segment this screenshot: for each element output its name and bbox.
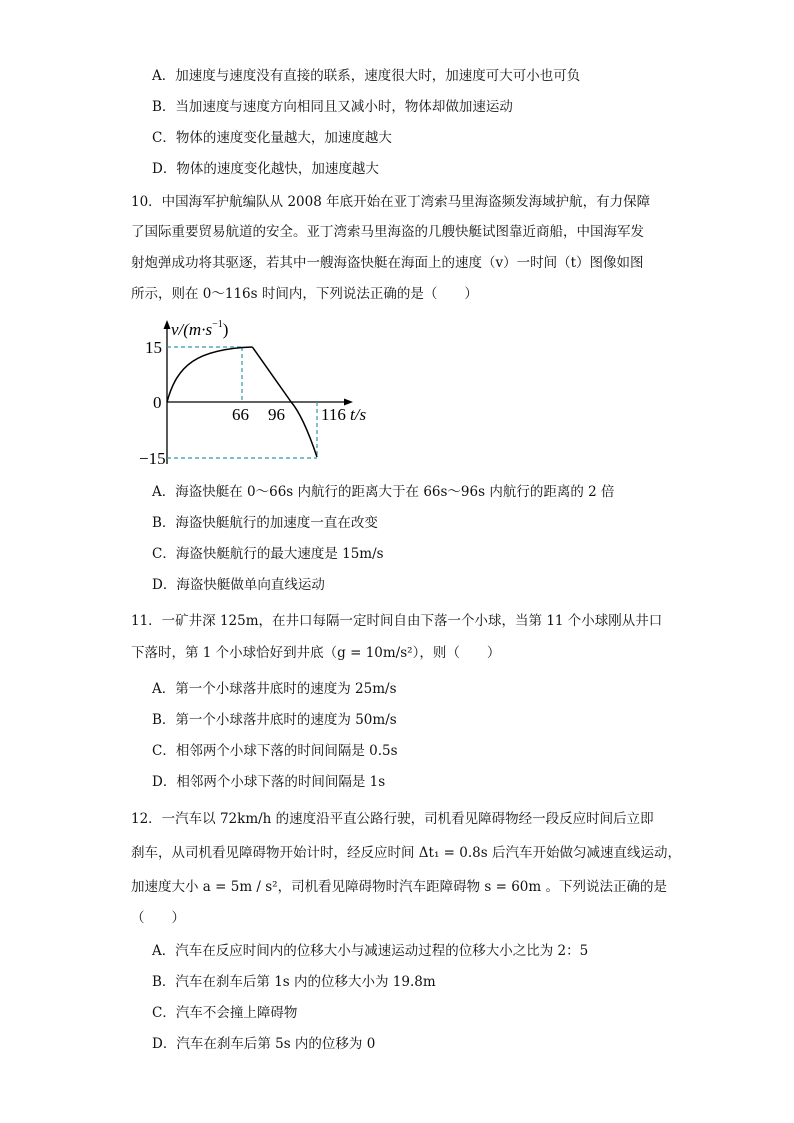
q12-stem-line-2: 刹车，从司机看见障碍物开始计时，经反应时间 Δt₁ = 0.8s 后汽车开始做匀减速直线运动， xyxy=(131,845,681,861)
q11-option-b: B．第一个小球落井底时的速度为 50m/s xyxy=(152,712,397,728)
q10-stem-line-1: 10．中国海军护航编队从 2008 年底开始在亚丁湾索马里海盗频发海域护航，有力保障 xyxy=(131,194,651,210)
curve-segment-reverse xyxy=(291,402,317,457)
q12-option-a: A．汽车在反应时间内的位移大小与减速运动过程的位移大小之比为 2：5 xyxy=(152,943,589,959)
q12-stem-line-1: 12．一汽车以 72km/h 的速度沿平直公路行驶，司机看见障碍物经一段反应时间后立即 xyxy=(131,811,654,827)
q9-option-c: C．物体的速度变化量越大，加速度越大 xyxy=(152,130,392,146)
tick-y-minus15: −15 xyxy=(139,449,166,468)
q10-option-c: C．海盗快艇航行的最大速度是 15m/s xyxy=(152,546,384,562)
q12-stem-line-4: （ ） xyxy=(131,910,185,926)
tick-x-66: 66 xyxy=(232,405,249,424)
q12-option-b: B．汽车在刹车后第 1s 内的位移大小为 19.8m xyxy=(152,974,436,990)
tick-y-0: 0 xyxy=(153,393,162,412)
q9-option-a: A．加速度与速度没有直接的联系，速度很大时，加速度可大可小也可负 xyxy=(152,68,581,84)
vt-graph xyxy=(131,316,391,468)
q11-option-d: D．相邻两个小球下落的时间间隔是 1s xyxy=(152,774,386,790)
tick-x-96: 96 xyxy=(268,405,285,424)
q12-stem-line-3: 加速度大小 a = 5m / s²，司机看见障碍物时汽车距障碍物 s = 60m 。下列说法正确的是 xyxy=(131,879,667,895)
q10-option-b: B．海盗快艇航行的加速度一直在改变 xyxy=(152,515,378,531)
q10-option-d: D．海盗快艇做单向直线运动 xyxy=(152,577,325,593)
q12-option-c: C．汽车不会撞上障碍物 xyxy=(152,1005,298,1021)
q11-option-a: A．第一个小球落井底时的速度为 25m/s xyxy=(152,681,397,697)
q11-stem-line-1: 11．一矿井深 125m，在井口每隔一定时间自由下落一个小球，当第 11 个小球刚从井口 xyxy=(131,613,663,629)
tick-y-15: 15 xyxy=(145,338,162,357)
q11-stem-line-2: 下落时，第 1 个小球恰好到井底（g = 10m/s²），则（ ） xyxy=(131,645,501,661)
curve-segment-accel xyxy=(167,347,252,402)
q10-stem-line-4: 所示，则在 0～116s 时间内，下列说法正确的是（ ） xyxy=(131,286,478,302)
q11-option-c: C．相邻两个小球下落的时间间隔是 0.5s xyxy=(152,743,398,759)
q9-option-d: D．物体的速度变化越快，加速度越大 xyxy=(152,161,379,177)
q10-stem-line-3: 射炮弹成功将其驱逐，若其中一艘海盗快艇在海面上的速度（v）一时间（t）图像如图 xyxy=(131,255,644,271)
q12-option-d: D．汽车在刹车后第 5s 内的位移为 0 xyxy=(152,1036,376,1052)
q10-stem-line-2: 了国际重要贸易航道的安全。亚丁湾索马里海盗的几艘快艇试图靠近商船，中国海军发 xyxy=(131,224,644,240)
x-axis-label: t/s xyxy=(350,405,367,424)
q9-option-b: B．当加速度与速度方向相同且又减小时，物体却做加速运动 xyxy=(152,99,513,115)
y-axis-label: $v/(m\cdot s^{-1})$ xyxy=(171,319,229,339)
y-axis-arrow xyxy=(164,320,171,329)
tick-x-116: 116 xyxy=(321,405,346,424)
curve-segment-decel xyxy=(252,347,291,402)
q10-option-a: A．海盗快艇在 0～66s 内航行的距离大于在 66s～96s 内航行的距离的 2 倍 xyxy=(152,484,615,500)
